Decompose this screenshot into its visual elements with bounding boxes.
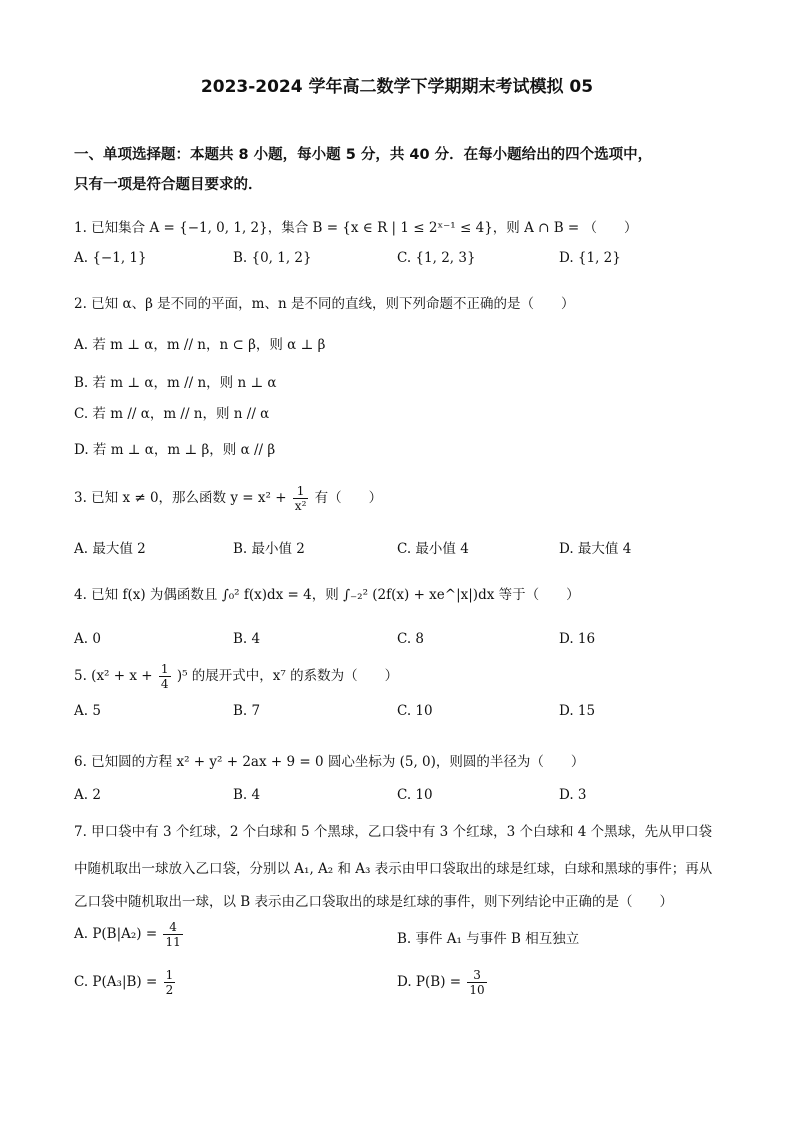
- question-2-option-c[interactable]: C. 若 m // α，m // n，则 n // α: [74, 406, 270, 422]
- question-6-option-c[interactable]: C. 10: [397, 787, 433, 803]
- question-6-option-d[interactable]: D. 3: [559, 787, 587, 803]
- question-7-option-c-text: C. P(A₃|B) =: [74, 974, 158, 990]
- question-2-option-d[interactable]: D. 若 m ⊥ α，m ⊥ β，则 α // β: [74, 442, 276, 458]
- question-3-fraction-denominator: x²: [294, 499, 307, 513]
- question-7-option-d-numerator: 3: [467, 968, 486, 983]
- page-title: 2023-2024 学年高二数学下学期期末考试模拟 05: [200, 77, 594, 97]
- question-4-option-b[interactable]: B. 4: [233, 631, 261, 647]
- question-3-option-a[interactable]: A. 最大值 2: [74, 541, 146, 557]
- question-5-fraction: [159, 662, 171, 691]
- question-5-stem: [74, 662, 398, 691]
- question-5-option-a[interactable]: A. 5: [74, 703, 101, 719]
- question-7-option-a[interactable]: [74, 920, 185, 949]
- question-1-option-a[interactable]: A. {−1, 1}: [74, 250, 147, 266]
- question-7-option-d-denominator: 10: [469, 983, 485, 997]
- question-7-option-d-fraction: [467, 968, 486, 997]
- question-1-option-b[interactable]: B. {0, 1, 2}: [233, 250, 312, 266]
- question-5-option-b[interactable]: B. 7: [233, 703, 261, 719]
- section-instructions-line-2: 只有一项是符合题目要求的．: [74, 177, 263, 193]
- question-3-stem: [74, 484, 382, 513]
- question-7-stem-line-3: 乙口袋中随机取出一球，以 B 表示由乙口袋取出的球是红球的事件，则下列结论中正确的是（ ）: [74, 894, 674, 910]
- question-7-option-c-numerator: 1: [165, 968, 174, 982]
- question-5-option-d[interactable]: D. 15: [559, 703, 596, 719]
- question-2-option-a[interactable]: A. 若 m ⊥ α，m // n，n ⊂ β，则 α ⊥ β: [74, 337, 326, 353]
- question-7-option-a-text: A. P(B|A₂) =: [74, 926, 158, 942]
- question-6-option-a[interactable]: A. 2: [74, 787, 101, 803]
- question-4-option-a[interactable]: A. 0: [74, 631, 101, 647]
- question-3-fraction-numerator: 1: [293, 484, 309, 499]
- question-7-option-c-denominator: 2: [165, 983, 174, 997]
- question-3-option-c[interactable]: C. 最小值 4: [397, 541, 469, 557]
- question-5-fraction-denominator: 4: [160, 677, 169, 691]
- question-7-option-c[interactable]: [74, 968, 177, 997]
- question-7-option-c-fraction: [164, 968, 176, 997]
- section-instructions-line-1: 一、单项选择题：本题共 8 小题，每小题 5 分，共 40 分．在每小题给出的四个选项中，: [74, 147, 653, 163]
- question-7-stem-line-2: 中随机取出一球放入乙口袋，分别以 A₁, A₂ 和 A₃ 表示由甲口袋取出的球是红球，白球和黑球的事件；再从: [74, 861, 713, 877]
- question-1-stem: 1. 已知集合 A = {−1, 0, 1, 2}，集合 B = {x ∈ R | 1 ≤ 2ˣ⁻¹ ≤ 4}，则 A ∩ B = （ ）: [74, 220, 638, 236]
- question-6-stem: 6. 已知圆的方程 x² + y² + 2ax + 9 = 0 圆心坐标为 (5, 0)，则圆的半径为（ ）: [74, 754, 585, 770]
- question-1-option-c[interactable]: C. {1, 2, 3}: [397, 250, 476, 266]
- question-4-option-c[interactable]: C. 8: [397, 631, 425, 647]
- question-7-option-b[interactable]: B. 事件 A₁ 与事件 B 相互独立: [397, 931, 580, 947]
- question-4-stem: 4. 已知 f(x) 为偶函数且 ∫₀² f(x)dx = 4，则 ∫₋₂² (2f(x) + xe^|x|)dx 等于（ ）: [74, 587, 580, 603]
- question-1-option-d[interactable]: D. {1, 2}: [559, 250, 621, 266]
- question-3-stem-post: 有（ ）: [314, 490, 383, 506]
- question-7-option-a-fraction: [163, 920, 182, 949]
- question-5-fraction-numerator: 1: [160, 662, 169, 676]
- question-7-option-a-denominator: 11: [165, 935, 181, 949]
- question-3-option-b[interactable]: B. 最小值 2: [233, 541, 305, 557]
- question-2-option-b[interactable]: B. 若 m ⊥ α，m // n，则 n ⊥ α: [74, 375, 277, 391]
- question-5-stem-post: )⁵ 的展开式中，x⁷ 的系数为（ ）: [176, 668, 399, 684]
- question-7-option-d-text: D. P(B) =: [397, 974, 462, 990]
- question-3-option-d[interactable]: D. 最大值 4: [559, 541, 632, 557]
- question-3-fraction: [293, 484, 309, 513]
- question-5-option-c[interactable]: C. 10: [397, 703, 433, 719]
- question-7-option-d[interactable]: [397, 968, 489, 997]
- question-2-stem: 2. 已知 α、β 是不同的平面，m、n 是不同的直线，则下列命题不正确的是（ ）: [74, 296, 575, 312]
- question-5-stem-pre: 5. (x² + x +: [74, 668, 153, 684]
- question-4-option-d[interactable]: D. 16: [559, 631, 596, 647]
- question-7-option-a-numerator: 4: [163, 920, 182, 935]
- question-7-stem-line-1: 7. 甲口袋中有 3 个红球，2 个白球和 5 个黑球，乙口袋中有 3 个红球，3 个白球和 4 个黑球，先从甲口袋: [74, 824, 713, 840]
- question-6-option-b[interactable]: B. 4: [233, 787, 261, 803]
- question-3-stem-pre: 3. 已知 x ≠ 0，那么函数 y = x² +: [74, 490, 287, 506]
